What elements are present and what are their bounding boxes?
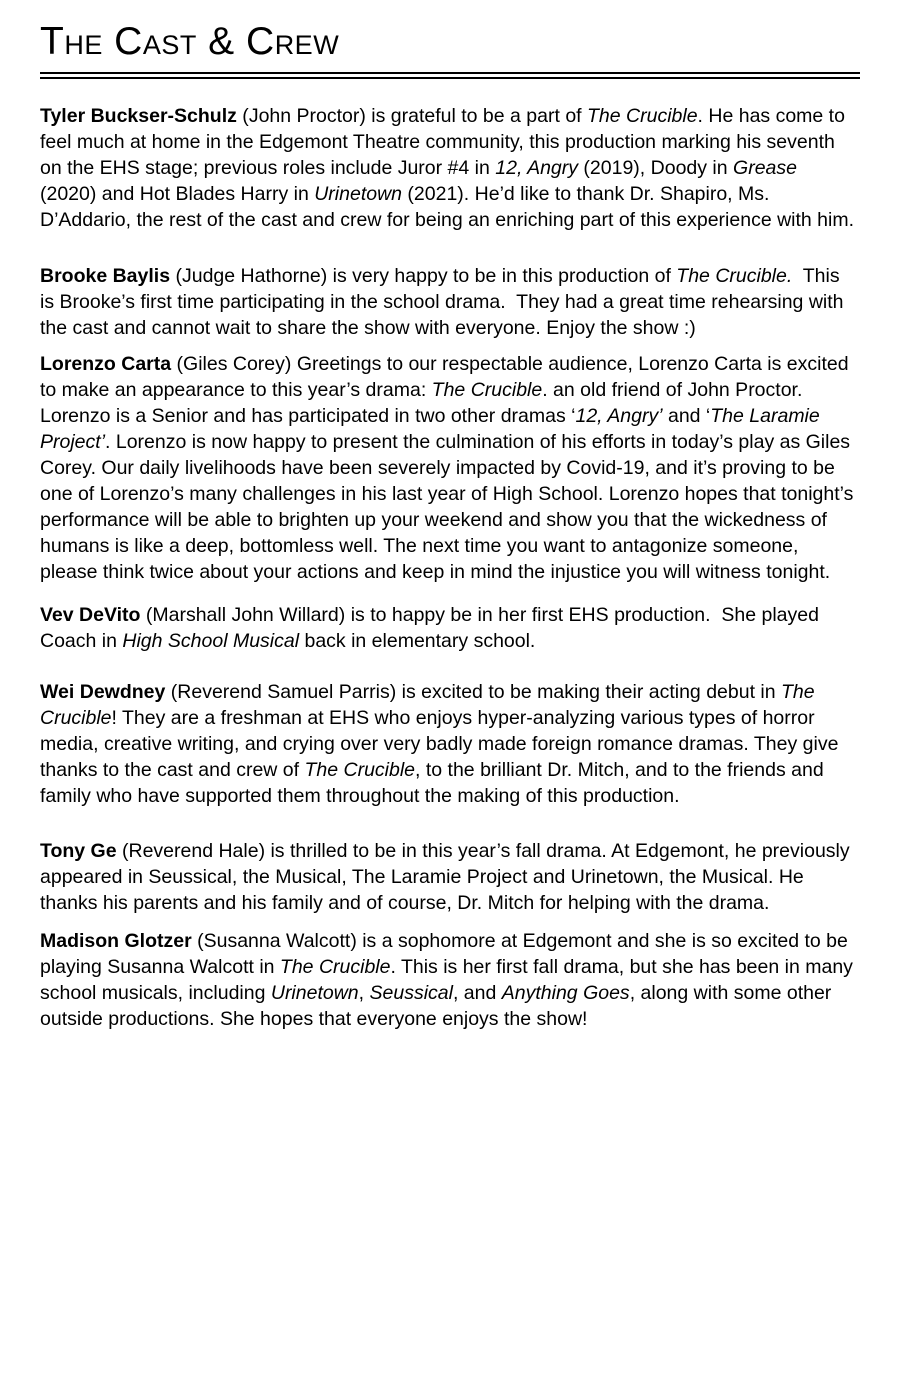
show-title: The Crucible. <box>676 264 793 287</box>
show-title: The Crucible <box>431 378 543 401</box>
show-title: Seussical <box>369 981 453 1004</box>
bio-text: ) is thrilled to be in this year’s fall drama. At Edgemont, he previously appeared in Seussical, the Musical, The Laramie Project and Urinetown, the Musical. He thanks his parents and his family and of course, Dr. Mitch for helping with the drama. <box>40 839 856 914</box>
bio-text: . This is her first fall drama, but she has been in many school musicals, including <box>40 955 859 1004</box>
bio-text: ) is to happy be in her first EHS production. She played Coach in <box>40 603 825 652</box>
actor-name: Wei Dewdney <box>40 680 166 703</box>
bio-text: ( <box>236 104 249 127</box>
bio-text: ) Greetings to our respectable audience, Lorenzo Carta is excited to make an appearance to this year’s drama: <box>40 352 854 401</box>
role-name: Reverend Samuel Parris <box>177 680 390 703</box>
bio-text: ) is a sophomore at Edgemont and she is so excited to be playing Susanna Walcott in <box>40 929 854 978</box>
bio-text: ( <box>140 603 153 626</box>
bio-text: , to the brilliant Dr. Mitch, and to the friends and family who have supported them throughout the making of this production. <box>40 758 830 807</box>
show-title: Grease <box>733 156 797 179</box>
show-title: The Crucible <box>304 758 416 781</box>
bio-text: ( <box>165 680 178 703</box>
bio-text: ) is excited to be making their acting debut in <box>389 680 781 703</box>
actor-name: Tony Ge <box>40 839 117 862</box>
bio-text: ) is grateful to be a part of <box>359 104 587 127</box>
bio-paragraph <box>40 263 858 341</box>
bio-paragraph <box>40 679 858 809</box>
cast-bios-list <box>40 103 858 1032</box>
role-name: Marshall John Willard <box>152 603 339 626</box>
bio-text: (2021). He’d like to thank Dr. Shapiro, Ms. D’Addario, the rest of the cast and crew for being an enriching part of this experience with him. <box>40 182 855 231</box>
show-title: High School Musical <box>122 629 300 652</box>
show-title: The Crucible <box>40 680 821 729</box>
bio-text: ! They are a freshman at EHS who enjoys hyper-analyzing various types of horror media, creative writing, and crying over very badly made foreign romance dramas. They give thanks to the cast and crew of <box>40 706 844 781</box>
bio-text: ( <box>116 839 129 862</box>
bio-paragraph <box>40 103 858 233</box>
bio-text: back in elementary school. <box>299 629 536 652</box>
actor-name: Brooke Baylis <box>40 264 171 287</box>
role-name: Reverend Hale <box>128 839 259 862</box>
show-title: Anything Goes <box>501 981 630 1004</box>
bio-text: (2020) and Hot Blades Harry in <box>40 156 803 205</box>
title-rule <box>40 72 860 79</box>
actor-name: Lorenzo Carta <box>40 352 172 375</box>
actor-name: Vev DeVito <box>40 603 141 626</box>
role-name: John Proctor <box>248 104 360 127</box>
bio-text: ( <box>191 929 204 952</box>
bio-text: This is Brooke’s first time participating in the school drama. They had a great time rehearsing with the cast and cannot wait to share the show with everyone. Enjoy the show :) <box>40 264 849 339</box>
bio-text: , and <box>452 981 502 1004</box>
show-title: Urinetown <box>314 182 403 205</box>
bio-text: ) is very happy to be in this production of <box>320 264 677 287</box>
bio-text: ( <box>170 264 182 287</box>
show-title: 12, Angry <box>495 156 579 179</box>
actor-name: Tyler Buckser-Schulz <box>40 104 237 127</box>
bio-text: , <box>358 981 370 1004</box>
actor-name: Madison Glotzer <box>40 929 192 952</box>
page-header <box>40 20 860 79</box>
show-title: The Laramie Project’ <box>40 404 826 453</box>
role-name: Giles Corey <box>183 352 285 375</box>
bio-paragraph <box>40 602 858 654</box>
bio-text: and ‘ <box>662 404 711 427</box>
show-title: The Crucible <box>587 104 698 127</box>
show-title: Urinetown <box>270 981 359 1004</box>
role-name: Judge Hathorne <box>181 264 321 287</box>
bio-paragraph <box>40 928 858 1032</box>
bio-text: . He has come to feel much at home in the Edgemont Theatre community, this production marking his seventh on the EHS stage; previous roles include Juror #4 in <box>40 104 851 179</box>
bio-text: . Lorenzo is now happy to present the culmination of his efforts in today’s play as Giles Corey. Our daily livelihoods have been severely impacted by Covid-19, and it’s proving to be one of Lorenzo’s many challenges in his last year of High School. Lorenzo hopes that tonight’s performance will be able to brighten up your weekend and show you that the wickedness of humans is like a deep, bottomless well. The next time you want to antagonize someone, please think twice about your actions and keep in mind the injustice you will witness tonight. <box>40 430 859 583</box>
show-title: The Crucible <box>279 955 391 978</box>
bio-text: . an old friend of John Proctor. Lorenzo is a Senior and has participated in two other dramas ‘ <box>40 378 808 427</box>
bio-text: ( <box>171 352 184 375</box>
show-title: 12, Angry’ <box>575 404 663 427</box>
bio-paragraph <box>40 351 858 585</box>
page-title: The Cast & Crew <box>40 20 340 63</box>
role-name: Susanna Walcott <box>203 929 351 952</box>
bio-text: , along with some other outside productions. She hopes that everyone enjoys the show! <box>40 981 837 1030</box>
bio-text: (2019), Doody in <box>578 156 734 179</box>
bio-paragraph <box>40 838 858 916</box>
